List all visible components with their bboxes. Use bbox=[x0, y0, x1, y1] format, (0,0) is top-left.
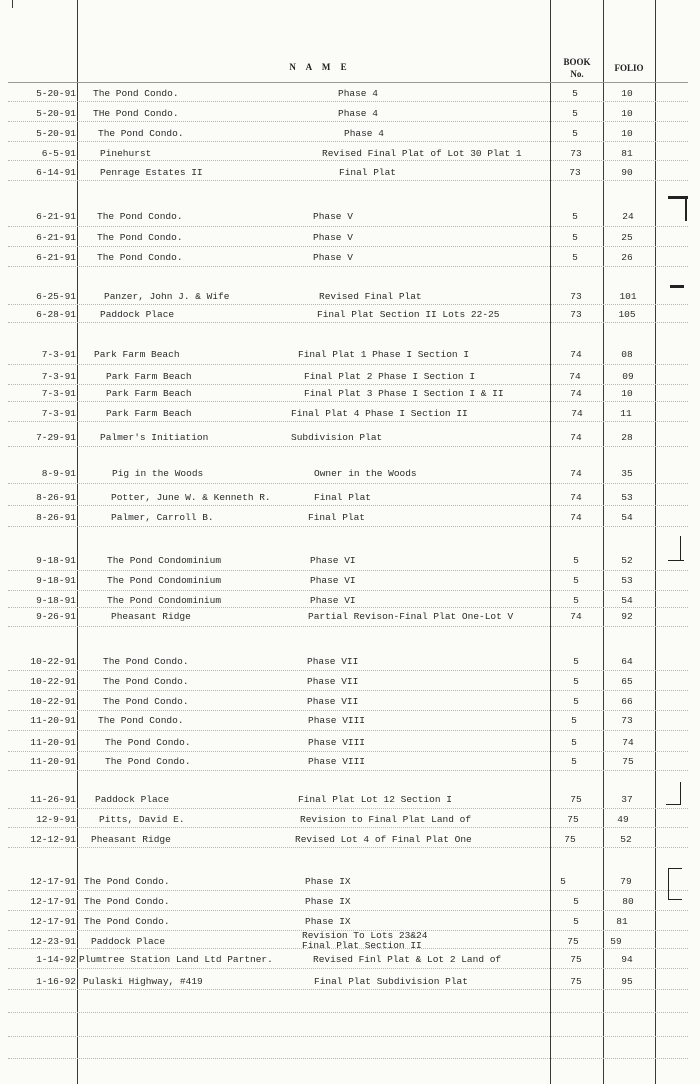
entry-description: Revised Lot 4 of Final Plat One bbox=[295, 834, 472, 845]
entry-description: Owner in the Woods bbox=[314, 468, 417, 479]
entry-book: 73 bbox=[570, 148, 582, 159]
entry-book: 75 bbox=[570, 794, 582, 805]
row-rule bbox=[8, 751, 688, 752]
entry-folio: 75 bbox=[622, 756, 634, 767]
table-row bbox=[0, 387, 700, 401]
entry-date: 5-20-91 bbox=[36, 108, 76, 119]
entry-date: 9-18-91 bbox=[36, 555, 76, 566]
entry-folio: 24 bbox=[622, 211, 634, 222]
entry-book: 5 bbox=[572, 108, 578, 119]
row-rule bbox=[8, 401, 688, 402]
table-row bbox=[0, 574, 700, 588]
entry-name: Plumtree Station Land Ltd Partner. bbox=[79, 954, 273, 965]
table-row bbox=[0, 210, 700, 224]
entry-folio: 74 bbox=[622, 737, 634, 748]
entry-date: 6-21-91 bbox=[36, 211, 76, 222]
entry-folio: 10 bbox=[621, 388, 633, 399]
book-column-header bbox=[556, 56, 598, 80]
entry-date: 7-3-91 bbox=[41, 388, 76, 399]
table-row bbox=[0, 594, 700, 608]
entry-date: 6-5-91 bbox=[41, 148, 76, 159]
entry-date: 11-20-91 bbox=[30, 756, 76, 767]
entry-book: 73 bbox=[569, 167, 581, 178]
entry-folio: 95 bbox=[621, 976, 633, 987]
entry-name: The Pond Condo. bbox=[103, 656, 189, 667]
row-rule bbox=[8, 690, 688, 691]
row-rule bbox=[8, 505, 688, 506]
entry-description: Phase IX bbox=[305, 896, 351, 907]
entry-date: 1-16-92 bbox=[36, 976, 76, 987]
entry-name: The Pond Condominium bbox=[107, 575, 222, 586]
entry-description: Final Plat 4 Phase I Section II bbox=[291, 408, 468, 419]
entry-description: Revised Final Plat bbox=[319, 291, 422, 302]
entry-name: Penrage Estates II bbox=[100, 167, 203, 178]
name-column-header: N A M E bbox=[289, 62, 351, 72]
entry-description: Phase IX bbox=[305, 916, 351, 927]
table-row bbox=[0, 251, 700, 265]
entry-description: Partial Revison-Final Plat One-Lot V bbox=[308, 611, 514, 622]
row-rule bbox=[8, 304, 688, 305]
entry-name: The Pond Condo. bbox=[84, 876, 170, 887]
entry-book: 74 bbox=[569, 371, 581, 382]
entry-folio: 53 bbox=[621, 575, 633, 586]
entry-folio: 90 bbox=[621, 167, 633, 178]
entry-description: Phase VI bbox=[310, 555, 356, 566]
row-rule bbox=[8, 180, 688, 181]
entry-description: Final Plat Subdivision Plat bbox=[314, 976, 468, 987]
entry-name: Potter, June W. & Kenneth R. bbox=[111, 492, 271, 503]
entry-date: 5-20-91 bbox=[36, 128, 76, 139]
table-row bbox=[0, 714, 700, 728]
entry-name: The Pond Condo. bbox=[97, 252, 183, 263]
entry-folio: 73 bbox=[621, 715, 633, 726]
row-rule bbox=[8, 121, 688, 122]
entry-date: 12-12-91 bbox=[30, 834, 76, 845]
row-rule bbox=[8, 590, 688, 591]
entry-description: Final Plat bbox=[339, 167, 397, 178]
row-rule bbox=[8, 847, 688, 848]
entry-folio: 10 bbox=[621, 108, 633, 119]
entry-description: Final Plat bbox=[308, 512, 366, 523]
entry-name: The Pond Condo. bbox=[93, 88, 179, 99]
entry-description: Final Plat bbox=[314, 492, 372, 503]
entry-name: The Pond Condo. bbox=[98, 715, 184, 726]
entry-name: Park Farm Beach bbox=[94, 349, 180, 360]
row-rule bbox=[8, 808, 688, 809]
entry-name: The Pond Condo. bbox=[97, 232, 183, 243]
entry-date: 8-9-91 bbox=[41, 468, 76, 479]
entry-book: 5 bbox=[573, 656, 579, 667]
row-rule bbox=[8, 827, 688, 828]
table-row bbox=[0, 554, 700, 568]
row-rule bbox=[8, 446, 688, 447]
entry-folio: 10 bbox=[621, 128, 633, 139]
entry-description: Final Plat 1 Phase I Section I bbox=[298, 349, 470, 360]
table-row bbox=[0, 166, 700, 180]
entry-description: Revision to Final Plat Land of bbox=[300, 814, 472, 825]
table-row bbox=[0, 610, 700, 624]
entry-description: Phase VIII bbox=[308, 737, 366, 748]
entry-folio: 101 bbox=[619, 291, 637, 302]
entry-date: 12-9-91 bbox=[36, 814, 76, 825]
entry-name: The Pond Condominium bbox=[107, 555, 222, 566]
row-rule bbox=[8, 384, 688, 385]
table-row bbox=[0, 491, 700, 505]
entry-folio: 26 bbox=[621, 252, 633, 263]
entry-folio: 35 bbox=[621, 468, 633, 479]
entry-description: Phase VIII bbox=[308, 715, 366, 726]
entry-folio: 08 bbox=[621, 349, 633, 360]
row-rule bbox=[8, 1058, 688, 1059]
entry-name: The Pond Condo. bbox=[84, 916, 170, 927]
row-rule bbox=[8, 226, 688, 227]
entry-description: Final Plat 2 Phase I Section I bbox=[304, 371, 476, 382]
table-row bbox=[0, 87, 700, 101]
table-row bbox=[0, 511, 700, 525]
entry-date: 9-18-91 bbox=[36, 595, 76, 606]
table-row bbox=[0, 953, 700, 967]
row-rule bbox=[8, 483, 688, 484]
entry-name: The Pond Condo. bbox=[103, 676, 189, 687]
entry-book: 74 bbox=[570, 611, 582, 622]
entry-folio: 64 bbox=[621, 656, 633, 667]
row-rule bbox=[8, 570, 688, 571]
entry-book: 5 bbox=[572, 88, 578, 99]
table-row bbox=[0, 813, 700, 827]
row-rule bbox=[8, 1012, 688, 1013]
entry-date: 1-14-92 bbox=[36, 954, 76, 965]
entry-book: 5 bbox=[573, 555, 579, 566]
entry-book: 5 bbox=[573, 696, 579, 707]
entry-folio: 94 bbox=[621, 954, 633, 965]
entry-book: 5 bbox=[573, 896, 579, 907]
row-rule bbox=[8, 526, 688, 527]
entry-date: 12-23-91 bbox=[30, 936, 76, 947]
entry-date: 6-28-91 bbox=[36, 309, 76, 320]
entry-book: 74 bbox=[570, 512, 582, 523]
entry-name: The Pond Condo. bbox=[97, 211, 183, 222]
table-row bbox=[0, 833, 700, 847]
entry-book: 5 bbox=[572, 128, 578, 139]
entry-description: Phase V bbox=[313, 211, 353, 222]
entry-book: 75 bbox=[564, 834, 576, 845]
row-rule bbox=[8, 730, 688, 731]
row-rule bbox=[8, 626, 688, 627]
entry-name: The Pond Condo. bbox=[105, 737, 191, 748]
entry-name: The Pond Condominium bbox=[107, 595, 222, 606]
entry-description: Subdivision Plat bbox=[291, 432, 383, 443]
row-rule bbox=[8, 266, 688, 267]
header-rule bbox=[8, 82, 688, 83]
entry-book: 5 bbox=[560, 876, 566, 887]
row-rule bbox=[8, 989, 688, 990]
entry-description: Final Plat 3 Phase I Section I & II bbox=[304, 388, 504, 399]
book-header-line1: BOOK bbox=[563, 57, 591, 67]
entry-folio: 53 bbox=[621, 492, 633, 503]
entry-name: The Pond Condo. bbox=[105, 756, 191, 767]
entry-description: Phase 4 bbox=[338, 88, 378, 99]
row-rule bbox=[8, 421, 688, 422]
table-row bbox=[0, 127, 700, 141]
entry-name: Pitts, David E. bbox=[99, 814, 185, 825]
row-rule bbox=[8, 322, 688, 323]
table-row bbox=[0, 875, 700, 889]
entry-name: Park Farm Beach bbox=[106, 371, 192, 382]
margin-mark bbox=[668, 868, 682, 869]
entry-book: 73 bbox=[570, 309, 582, 320]
entry-date: 12-17-91 bbox=[30, 896, 76, 907]
entry-date: 11-26-91 bbox=[30, 794, 76, 805]
entry-book: 5 bbox=[571, 737, 577, 748]
entry-date: 8-26-91 bbox=[36, 512, 76, 523]
entry-description: Phase VII bbox=[307, 676, 359, 687]
entry-date: 7-3-91 bbox=[41, 408, 76, 419]
entry-description: Phase VI bbox=[310, 575, 356, 586]
entry-date: 9-18-91 bbox=[36, 575, 76, 586]
entry-folio: 81 bbox=[621, 148, 633, 159]
entry-folio: 49 bbox=[617, 814, 629, 825]
row-rule bbox=[8, 364, 688, 365]
table-row bbox=[0, 695, 700, 709]
entry-date: 11-20-91 bbox=[30, 715, 76, 726]
entry-folio: 54 bbox=[621, 512, 633, 523]
entry-description: Phase VI bbox=[310, 595, 356, 606]
entry-date: 10-22-91 bbox=[30, 676, 76, 687]
entry-date: 12-17-91 bbox=[30, 876, 76, 887]
entry-description: Phase IX bbox=[305, 876, 351, 887]
entry-folio: 81 bbox=[616, 916, 628, 927]
row-rule bbox=[8, 1036, 688, 1037]
entry-name: Pig in the Woods bbox=[112, 468, 204, 479]
entry-date: 10-22-91 bbox=[30, 656, 76, 667]
entry-folio: 28 bbox=[621, 432, 633, 443]
table-row bbox=[0, 675, 700, 689]
entry-book: 74 bbox=[570, 492, 582, 503]
row-rule bbox=[8, 890, 688, 891]
margin-mark bbox=[670, 285, 684, 288]
table-row bbox=[0, 915, 700, 929]
book-header-line2: No. bbox=[570, 69, 584, 79]
entry-date: 5-20-91 bbox=[36, 88, 76, 99]
table-row bbox=[0, 407, 700, 421]
entry-book: 73 bbox=[570, 291, 582, 302]
row-rule bbox=[8, 710, 688, 711]
table-row bbox=[0, 755, 700, 769]
entry-name: The Pond Condo. bbox=[98, 128, 184, 139]
entry-book: 5 bbox=[573, 676, 579, 687]
entry-name: Pinehurst bbox=[100, 148, 152, 159]
entry-book: 74 bbox=[570, 388, 582, 399]
entry-folio: 37 bbox=[621, 794, 633, 805]
folio-column-header: FOLIO bbox=[614, 63, 644, 73]
entry-name: Palmer, Carroll B. bbox=[111, 512, 214, 523]
entry-name: The Pond Condo. bbox=[84, 896, 170, 907]
row-rule bbox=[8, 968, 688, 969]
row-rule bbox=[8, 770, 688, 771]
entry-description: Phase VII bbox=[307, 656, 359, 667]
entry-date: 8-26-91 bbox=[36, 492, 76, 503]
entry-description: Phase 4 bbox=[344, 128, 384, 139]
entry-book: 5 bbox=[573, 916, 579, 927]
entry-name: The Pond Condo. bbox=[103, 696, 189, 707]
entry-folio: 80 bbox=[622, 896, 634, 907]
table-row bbox=[0, 431, 700, 445]
entry-book: 74 bbox=[570, 468, 582, 479]
entry-date: 11-20-91 bbox=[30, 737, 76, 748]
entry-date: 6-21-91 bbox=[36, 232, 76, 243]
entry-date: 12-17-91 bbox=[30, 916, 76, 927]
entry-book: 5 bbox=[573, 575, 579, 586]
table-row bbox=[0, 147, 700, 161]
table-row bbox=[0, 930, 700, 951]
entry-name: Palmer's Initiation bbox=[100, 432, 209, 443]
table-row bbox=[0, 231, 700, 245]
entry-name: Paddock Place bbox=[100, 309, 175, 320]
table-row bbox=[0, 290, 700, 304]
entry-date: 6-21-91 bbox=[36, 252, 76, 263]
table-row bbox=[0, 107, 700, 121]
row-rule bbox=[8, 670, 688, 671]
entry-name: Paddock Place bbox=[91, 936, 166, 947]
entry-name: Pulaski Highway, #419 bbox=[83, 976, 203, 987]
table-row bbox=[0, 975, 700, 989]
entry-folio: 65 bbox=[621, 676, 633, 687]
entry-name: Pheasant Ridge bbox=[111, 611, 191, 622]
entry-description: Phase V bbox=[313, 252, 353, 263]
entry-folio: 10 bbox=[621, 88, 633, 99]
entry-name: Pheasant Ridge bbox=[91, 834, 171, 845]
entry-date: 6-14-91 bbox=[36, 167, 76, 178]
entry-name: Park Farm Beach bbox=[106, 408, 192, 419]
entry-description: Final Plat Section II Lots 22-25 bbox=[317, 309, 500, 320]
entry-name: THe Pond Condo. bbox=[93, 108, 179, 119]
entry-folio: 54 bbox=[621, 595, 633, 606]
entry-description: Phase 4 bbox=[338, 108, 378, 119]
entry-description: Revised Finl Plat & Lot 2 Land of bbox=[313, 954, 502, 965]
entry-date: 10-22-91 bbox=[30, 696, 76, 707]
entry-book: 74 bbox=[570, 432, 582, 443]
entry-folio: 25 bbox=[621, 232, 633, 243]
entry-book: 5 bbox=[571, 715, 577, 726]
table-row bbox=[0, 467, 700, 481]
entry-date: 6-25-91 bbox=[36, 291, 76, 302]
entry-date: 7-29-91 bbox=[36, 432, 76, 443]
entry-book: 5 bbox=[572, 232, 578, 243]
entry-folio: 79 bbox=[620, 876, 632, 887]
entry-description: Final Plat Lot 12 Section I bbox=[298, 794, 452, 805]
entry-folio: 52 bbox=[620, 834, 632, 845]
entry-folio: 92 bbox=[621, 611, 633, 622]
entry-description: Phase V bbox=[313, 232, 353, 243]
entry-folio: 59 bbox=[610, 936, 622, 947]
table-row bbox=[0, 736, 700, 750]
entry-name: Panzer, John J. & Wife bbox=[104, 291, 230, 302]
top-left-tick bbox=[12, 0, 13, 8]
entry-folio: 11 bbox=[620, 408, 632, 419]
entry-book: 75 bbox=[567, 936, 579, 947]
entry-book: 74 bbox=[571, 408, 583, 419]
entry-book: 5 bbox=[571, 756, 577, 767]
table-row bbox=[0, 895, 700, 909]
table-row bbox=[0, 370, 700, 384]
entry-date: 7-3-91 bbox=[41, 349, 76, 360]
entry-name: Park Farm Beach bbox=[106, 388, 192, 399]
entry-date: 7-3-91 bbox=[41, 371, 76, 382]
entry-book: 75 bbox=[570, 976, 582, 987]
entry-description: Phase VIII bbox=[308, 756, 366, 767]
entry-description: Revision To Lots 23&24 Final Plat Section II bbox=[302, 930, 428, 951]
table-row bbox=[0, 793, 700, 807]
row-rule bbox=[8, 246, 688, 247]
table-row bbox=[0, 308, 700, 322]
entry-book: 74 bbox=[570, 349, 582, 360]
entry-book: 5 bbox=[572, 211, 578, 222]
entry-book: 75 bbox=[567, 814, 579, 825]
entry-name: Paddock Place bbox=[95, 794, 170, 805]
row-rule bbox=[8, 101, 688, 102]
entry-folio: 52 bbox=[621, 555, 633, 566]
entry-book: 5 bbox=[572, 252, 578, 263]
entry-description: Revised Final Plat of Lot 30 Plat 1 bbox=[322, 148, 522, 159]
entry-folio: 09 bbox=[622, 371, 634, 382]
entry-folio: 105 bbox=[618, 309, 636, 320]
entry-description: Phase VII bbox=[307, 696, 359, 707]
entry-book: 5 bbox=[573, 595, 579, 606]
entry-date: 9-26-91 bbox=[36, 611, 76, 622]
entry-book: 75 bbox=[570, 954, 582, 965]
row-rule bbox=[8, 141, 688, 142]
table-row bbox=[0, 655, 700, 669]
entry-folio: 66 bbox=[621, 696, 633, 707]
table-row bbox=[0, 348, 700, 362]
row-rule bbox=[8, 910, 688, 911]
